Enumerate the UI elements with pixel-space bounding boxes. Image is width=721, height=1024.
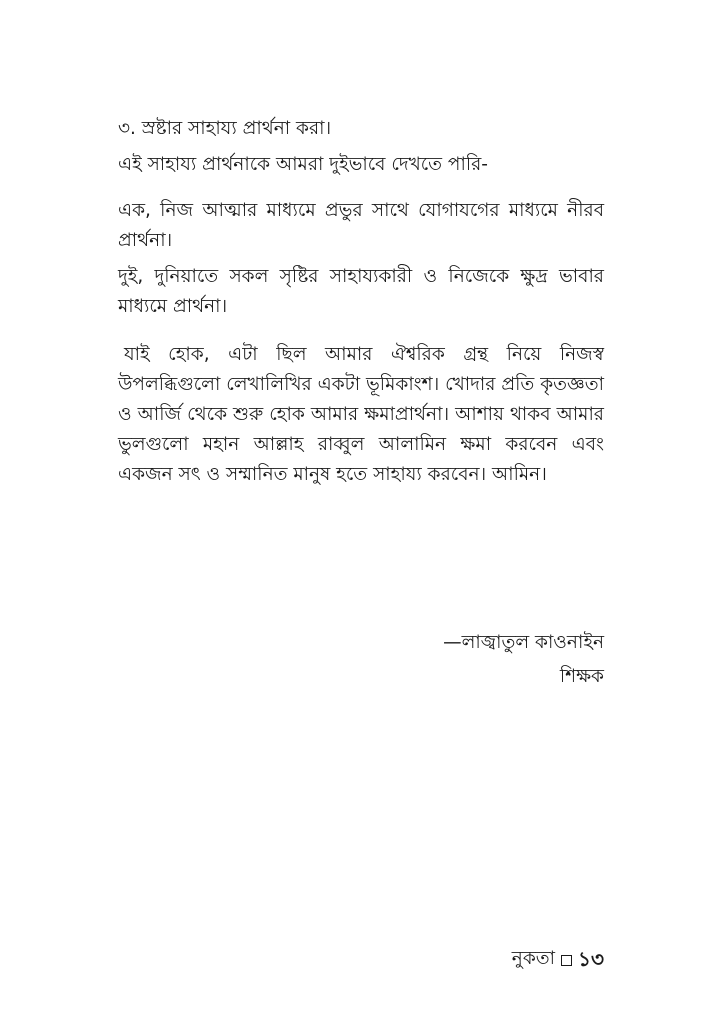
paragraph-text: যাই হোক, এটা ছিল আমার ঐশ্বরিক গ্রন্থ নিয়ে নিজস্ব উপলব্ধিগুলো লেখালিখির একটা ভূমিকাংশ। খোদার প্রতি কৃতজ্ঞতা ও আর্জি থেকে শুরু হোক আমার ক্ষমাপ্রার্থনা। আশায় থাকব আমার ভুলগুলো মহান আল্লাহ রাব্বুল আলামিন ক্ষমা করবেন এবং একজন সৎ ও সম্মানিত মানুষ হতে সাহায্য করবেন। আমিন।	[118, 344, 604, 485]
author-signature	[443, 626, 604, 694]
paragraph-text: এক, নিজ আত্মার মাধ্যমে প্রভুর সাথে যোগাযগের মাধ্যমে নীরব প্রার্থনা।	[118, 200, 604, 251]
paragraph-way-two	[118, 262, 604, 322]
paragraph-conclusion	[118, 340, 604, 490]
paragraph-text: ৩. স্রষ্টার সাহায্য প্রার্থনা করা।	[118, 118, 332, 139]
paragraph-text: এই সাহায্য প্রার্থনাকে আমরা দুইভাবে দেখতে পারি-	[118, 154, 488, 175]
paragraph-point-three	[118, 114, 604, 144]
paragraph-text: দুই, দুনিয়াতে সকল সৃষ্টির সাহায্যকারী ও নিজেকে ক্ষুদ্র ভাবার মাধ্যমে প্রার্থনা।	[118, 266, 604, 317]
author-role: শিক্ষক	[559, 666, 604, 687]
book-title: নুকতা	[511, 948, 556, 969]
page-number: ১৩	[578, 947, 604, 971]
author-name: —লাজ্বাতুল কাওনাইন	[443, 632, 604, 653]
paragraph-way-one	[118, 196, 604, 256]
paragraph-intro-two-ways	[118, 150, 604, 180]
page-footer	[512, 944, 604, 974]
square-outline-icon	[561, 955, 572, 966]
